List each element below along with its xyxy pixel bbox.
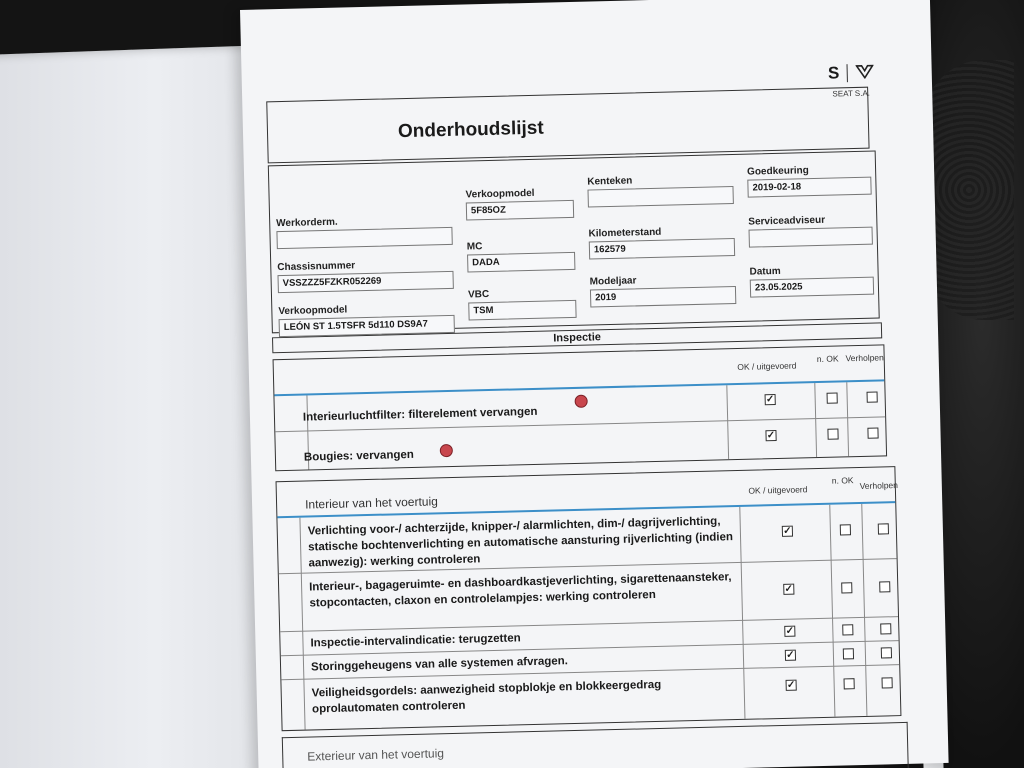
col-ok-header: OK / uitgevoerd — [748, 484, 808, 496]
row-text: Storinggeheugens van alle systemen afvragen. — [310, 655, 569, 674]
fix-checkbox[interactable] — [879, 581, 890, 592]
col-fix-header: Verholpen — [845, 352, 884, 364]
ok-checkbox[interactable]: ✓ — [765, 394, 775, 406]
row-text: Interieur-, bagageruimte- en dashboardkastjeverlichting, sigarettenaansteker, stopcontacten, claxon en controlelampjes: werking controleren — [308, 571, 732, 610]
brand-text: SEAT S.A. — [832, 88, 871, 99]
ok-checkbox[interactable]: ✓ — [785, 625, 795, 637]
booklet-left-page — [0, 45, 270, 768]
nok-checkbox[interactable] — [840, 524, 851, 535]
row-text: Verlichting voor-/ achterzijde, knipper-/ alarmlichten, dim-/ dagrijverlichting, statische bochtenverlichting en automatische aansturing rijverlichting (indien aanwezig): werking controleren — [307, 515, 734, 570]
verkoopmodel-left-field: Verkoopmodel LEÓN ST 1.5TSFR 5d110 DS9A7 — [278, 302, 455, 337]
verkoopmodel-code-field: Verkoopmodel 5F85OZ — [465, 187, 574, 221]
nok-checkbox[interactable] — [842, 624, 853, 635]
row-text: Inspectie-intervalindicatie: terugzetten — [310, 632, 521, 650]
cupra-logo-icon — [855, 64, 873, 81]
ok-checkbox[interactable]: ✓ — [786, 679, 796, 691]
fix-checkbox[interactable] — [867, 392, 878, 403]
fix-checkbox[interactable] — [867, 428, 878, 439]
serviceadviseur-field: Serviceadviseur — [748, 214, 873, 248]
form-content — [264, 0, 904, 764]
mc-field: MC DADA — [467, 239, 576, 273]
row-text: Veiligheidsgordels: aanwezigheid stopblokje en blokkeergedrag oprolautomaten controleren — [311, 678, 662, 716]
inspectie-table — [273, 344, 888, 471]
nok-checkbox[interactable] — [827, 429, 838, 440]
interieur-heading: Interieur van het voertuig — [304, 494, 438, 512]
logo-divider — [846, 64, 847, 82]
ok-checkbox[interactable]: ✓ — [766, 430, 776, 442]
fix-checkbox[interactable] — [882, 677, 893, 688]
seat-stitching — [924, 60, 1014, 320]
nok-checkbox[interactable] — [841, 582, 852, 593]
chassis-field: Chassisnummer VSSZZZ5FZKR052269 — [277, 258, 454, 293]
col-nok-header: n. OK — [831, 475, 854, 486]
datum-field: Datum 23.05.2025 — [749, 264, 874, 298]
fix-checkbox[interactable] — [878, 523, 889, 534]
fix-checkbox[interactable] — [881, 647, 892, 658]
werkorder-field: Werkorderm. — [276, 214, 453, 249]
row-text: Bougies: vervangen — [303, 448, 414, 464]
exterieur-heading: Exterieur van het voertuig — [307, 746, 445, 764]
vbc-field: VBC TSM — [468, 287, 577, 321]
inspectie-heading: Inspectie — [272, 322, 882, 353]
goedkeuring-field: Goedkeuring 2019-02-18 — [747, 164, 872, 198]
modeljaar-field: Modeljaar 2019 — [590, 273, 737, 308]
nok-checkbox[interactable] — [843, 648, 854, 659]
kenteken-field: Kenteken — [587, 173, 734, 208]
maintenance-form-sheet — [240, 0, 949, 768]
nok-checkbox[interactable] — [827, 393, 838, 404]
ok-checkbox[interactable]: ✓ — [784, 583, 794, 595]
ok-checkbox[interactable]: ✓ — [783, 525, 792, 537]
vehicle-info-box — [268, 151, 880, 334]
col-ok-header: OK / uitgevoerd — [737, 360, 797, 372]
nok-checkbox[interactable] — [844, 678, 855, 689]
interieur-table — [276, 466, 902, 731]
kilometerstand-field: Kilometerstand 162579 — [588, 225, 735, 260]
ok-checkbox[interactable]: ✓ — [786, 649, 795, 661]
page-title: Onderhoudslijst — [397, 117, 544, 143]
col-nok-header: n. OK — [816, 353, 839, 365]
col-fix-header: Verholpen — [859, 480, 899, 492]
fix-checkbox[interactable] — [880, 623, 891, 634]
row-text: Interieurluchtfilter: filterelement vervangen — [302, 405, 538, 424]
seat-logo-icon: S — [827, 63, 839, 83]
